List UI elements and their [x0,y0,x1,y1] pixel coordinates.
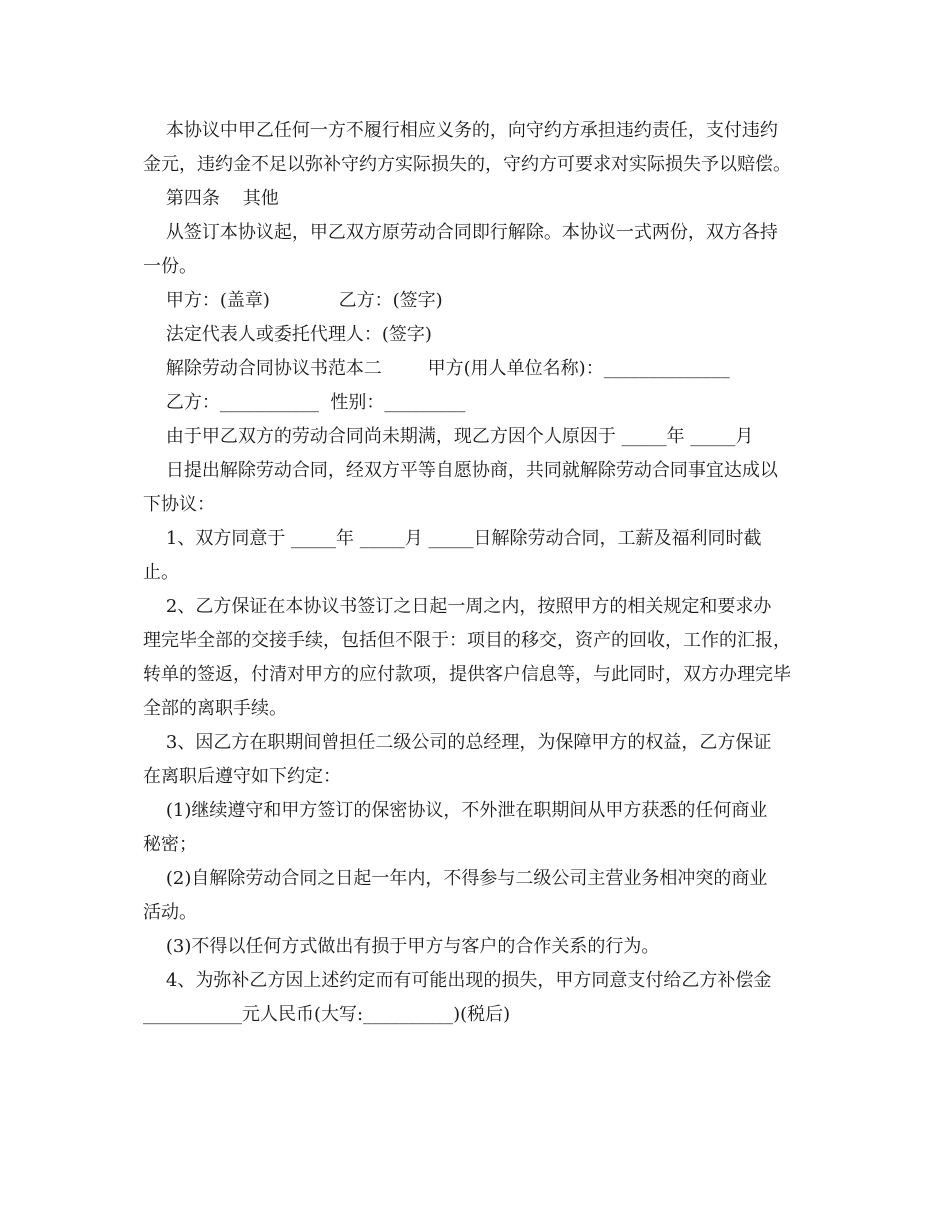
section-heading: 第四条 其他 [143,188,279,209]
subclause-line: (2)自解除劳动合同之日起一年内，不得参与二级公司主营业务相冲突的商业 [143,868,768,889]
clause-line: 转单的签返，付清对甲方的应付款项，提供客户信息等，与此同时，双方办理完毕 [143,664,791,685]
subclause-line: 秘密； [143,834,197,855]
clause-line: 1、双方同意于 _____年 _____月 _____日解除劳动合同，工薪及福利同时截 [143,528,762,549]
text-line: 由于甲乙双方的劳动合同尚未期满，现乙方因个人原因于 _____年 _____月 [143,426,754,447]
text-line: 一份。 [143,256,197,277]
text-line: 下协议： [143,494,215,515]
clause-line: 4、为弥补乙方因上述约定而有可能出现的损失，甲方同意支付给乙方补偿金 [143,970,772,991]
signature-line: 法定代表人或委托代理人：(签字) [143,324,432,345]
clause-line: 在离职后遵守如下约定： [143,766,341,787]
signature-line: 甲方：(盖章) 乙方：(签字) [143,290,443,311]
clause-line: ___________元人民币(大写:__________)(税后) [143,1004,511,1025]
text-line: 日提出解除劳动合同，经双方平等自愿协商，共同就解除劳动合同事宜达成以 [143,460,778,481]
form-line: 乙方：___________ 性别：_________ [143,392,466,413]
clause-line: 全部的离职手续。 [143,698,287,719]
document-subtitle: 解除劳动合同协议书范本二 甲方(用人单位名称)：______________ [143,358,730,379]
clause-line: 3、因乙方在职期间曾担任二级公司的总经理，为保障甲方的权益，乙方保证 [143,732,772,753]
text-line: 从签订本协议起，甲乙双方原劳动合同即行解除。本协议一式两份，双方各持 [143,222,778,243]
clause-line: 2、乙方保证在本协议书签订之日起一周之内，按照甲方的相关规定和要求办 [143,596,772,617]
subclause-line: (1)继续遵守和甲方签订的保密协议，不外泄在职期间从甲方获悉的任何商业 [143,800,768,821]
text-line: 金元，违约金不足以弥补守约方实际损失的，守约方可要求对实际损失予以赔偿。 [143,154,791,175]
subclause-line: 活动。 [143,902,197,923]
document-body [143,114,823,1032]
text-line: 本协议中甲乙任何一方不履行相应义务的，向守约方承担违约责任，支付违约 [143,120,778,141]
clause-line: 止。 [143,562,179,583]
clause-line: 理完毕全部的交接手续，包括但不限于：项目的移交，资产的回收，工作的汇报， [143,630,791,651]
subclause-line: (3)不得以任何方式做出有损于甲方与客户的合作关系的行为。 [143,936,660,957]
